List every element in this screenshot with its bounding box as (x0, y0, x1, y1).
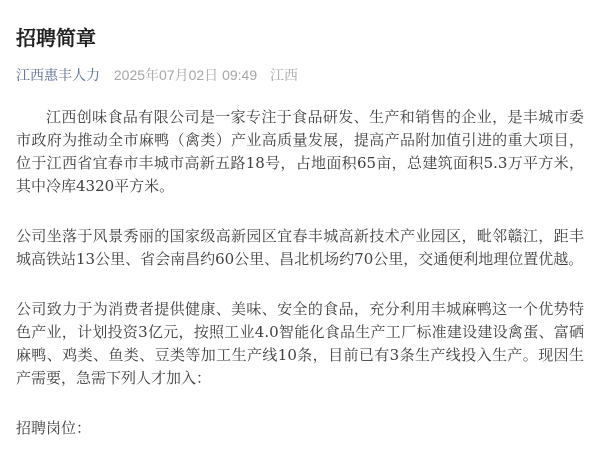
article-meta (16, 65, 584, 85)
paragraph-company-intro: 江西创味食品有限公司是一家专注于食品研发、生产和销售的企业，是丰城市委市政府为推动全市麻鸭（禽类）产业高质量发展，提高产品附加值引进的重大项目，位于江西省宜春市丰城市高新五路18号，占地面积65亩，总建筑面积5.3万平方米，其中冷库4320平方米。 (16, 108, 584, 195)
paragraph-business-info: 公司致力于为消费者提供健康、美味、安全的食品，充分利用丰城麻鸭这一个优势特色产业，计划投资3亿元，按照工业4.0智能化食品生产工厂标准建设建设禽蛋、富硒麻鸭、鸡类、鱼类、豆类等加工生产线10条，目前已有3条生产线投入生产。现因生产需要，急需下列人才加入： (16, 300, 584, 387)
publish-datetime: 2025年07月02日 09:49 (113, 67, 258, 83)
account-name-link[interactable]: 江西惠丰人力 (16, 67, 100, 83)
article-title: 招聘简章 (16, 28, 96, 50)
paragraph-positions-heading: 招聘岗位： (16, 419, 92, 437)
paragraph-location-info: 公司坐落于风景秀丽的国家级高新园区宜春丰城高新技术产业园区，毗邻赣江，距丰城高铁站13公里、省会南昌约60公里、昌北机场约70公里，交通便利地理位置优越。 (16, 227, 584, 268)
article-body (16, 106, 584, 440)
publish-location: 江西 (270, 67, 298, 83)
